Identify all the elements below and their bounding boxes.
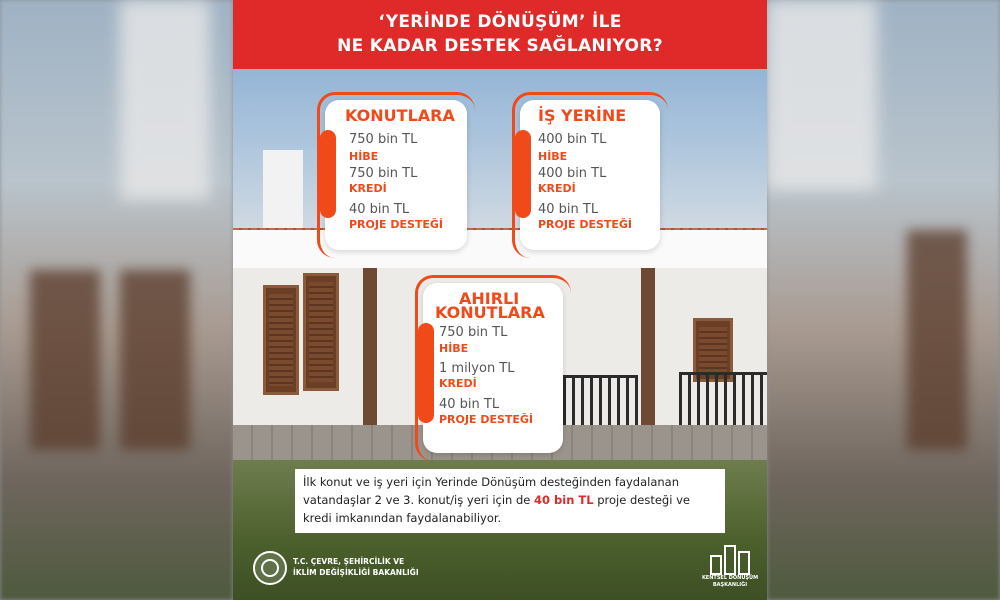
window-left-1 (263, 285, 299, 395)
amount: 400 bin TL (538, 132, 607, 147)
amount: 40 bin TL (349, 202, 410, 217)
porch-railing-right (679, 372, 767, 427)
poster (233, 0, 767, 600)
label: HİBE (349, 150, 379, 163)
info-text: İlk konut ve iş yeri için Yerinde Dönüşüm desteğinden faydalanan vatandaşlar 2 ve 3. konut/iş yeri için de 40 bin TL proje desteği ve kredi imkanından faydalanabiliyor. (303, 475, 690, 525)
ministry-seal-icon (253, 551, 287, 585)
card-konutlara (325, 100, 467, 250)
amount: 400 bin TL (538, 166, 607, 181)
amount: 750 bin TL (349, 132, 418, 147)
label: KREDİ (538, 182, 576, 195)
headline-line-2: NE KADAR DESTEK SAĞLANIYOR? (337, 36, 663, 56)
urban-transformation-name: KENTSEL DÖNÜŞÜM BAŞKANLIĞI (701, 575, 759, 588)
roof (233, 230, 767, 270)
label: KREDİ (439, 377, 477, 390)
porch-railing (563, 375, 638, 430)
info-highlight: 40 bin TL (534, 493, 594, 507)
label: HİBE (538, 150, 568, 163)
label: PROJE DESTEĞİ (538, 218, 633, 231)
window-left-2 (303, 273, 339, 391)
card-ahirli-konutlara (423, 283, 563, 453)
label: PROJE DESTEĞİ (439, 413, 534, 426)
card-is-yerine (520, 100, 660, 250)
amount: 40 bin TL (538, 202, 599, 217)
label: KREDİ (349, 182, 387, 195)
ministry-name: T.C. ÇEVRE, ŞEHİRCİLİK VE İKLİM DEĞİŞİKLİĞİ BAKANLIĞI (293, 557, 419, 577)
label: HİBE (439, 342, 469, 355)
card-title: İŞ YERİNE (538, 106, 627, 125)
info-box (295, 469, 725, 533)
background-right-blur (767, 0, 1000, 600)
card-title-line-2: KONUTLARA (435, 303, 545, 322)
amount: 750 bin TL (349, 166, 418, 181)
header-banner (233, 0, 767, 69)
background-left-blur (0, 0, 233, 600)
chimney (263, 150, 303, 230)
label: PROJE DESTEĞİ (349, 218, 444, 231)
card-title-line-1: AHIRLI (459, 289, 520, 308)
headline-line-1: ‘YERİNDE DÖNÜŞÜM’ İLE (378, 12, 622, 32)
amount: 40 bin TL (439, 397, 500, 412)
card-title: KONUTLARA (345, 106, 455, 125)
amount: 750 bin TL (439, 325, 508, 340)
amount: 1 milyon TL (439, 361, 515, 376)
